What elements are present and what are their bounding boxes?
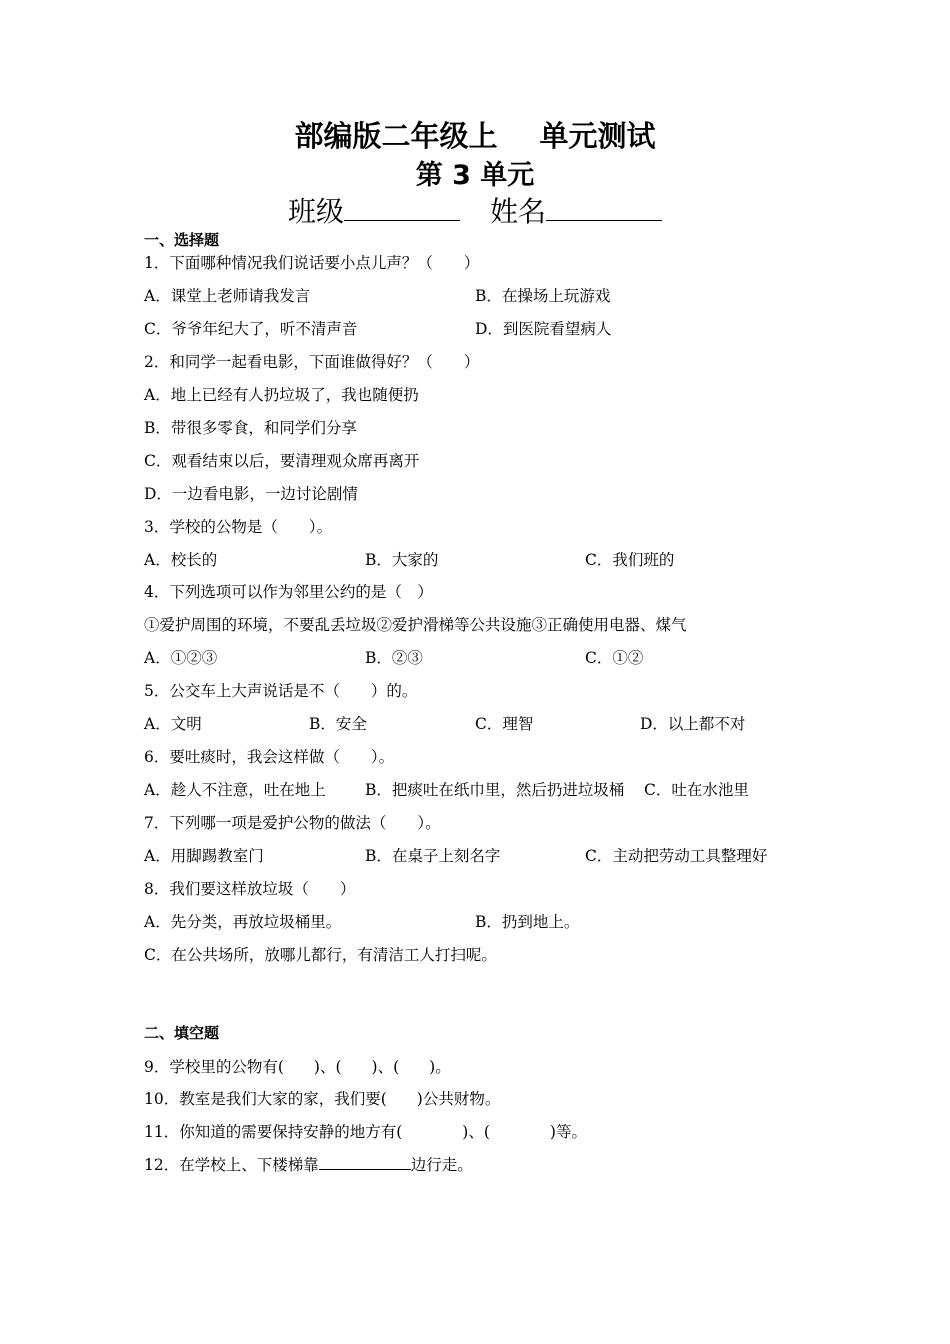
answer-option[interactable]: A．文明 xyxy=(144,715,202,733)
name-label: 姓名 xyxy=(490,195,547,228)
question-stem: 2．和同学一起看电影，下面谁做得好？（ ） xyxy=(144,353,480,371)
class-label: 班级 xyxy=(287,195,344,228)
answer-option[interactable]: C．在公共场所，放哪儿都行，有清洁工人打扫呢。 xyxy=(144,946,497,964)
answer-option[interactable]: B．在操场上玩游戏 xyxy=(475,287,611,305)
question-stem: 7．下列哪一项是爱护公物的做法（ ）。 xyxy=(144,814,441,832)
unit-title: 第 3 单元 xyxy=(415,160,535,191)
section-heading-fill-blank: 二、填空题 xyxy=(144,1024,220,1042)
answer-option[interactable]: B．②③ xyxy=(365,649,423,667)
student-info-line xyxy=(0,190,950,230)
worksheet-title xyxy=(0,114,950,155)
answer-option[interactable]: A．课堂上老师请我发言 xyxy=(144,287,311,305)
answer-option[interactable]: D．一边看电影，一边讨论剧情 xyxy=(144,485,358,503)
answer-option[interactable]: C．①② xyxy=(585,649,644,667)
answer-option[interactable]: B．带很多零食，和同学们分享 xyxy=(144,419,357,437)
answer-option[interactable]: C．观看结束以后，要清理观众席再离开 xyxy=(144,452,420,470)
answer-option[interactable]: B．在桌子上刻名字 xyxy=(365,847,501,865)
name-blank[interactable] xyxy=(546,194,662,221)
question-stem: 8．我们要这样放垃圾（ ） xyxy=(144,880,356,898)
answer-option[interactable]: A．①②③ xyxy=(144,649,218,667)
answer-option[interactable]: D．以上都不对 xyxy=(640,715,746,733)
answer-option[interactable]: C．主动把劳动工具整理好 xyxy=(585,847,768,865)
class-blank[interactable] xyxy=(344,194,460,221)
question-stem: 5．公交车上大声说话是不（ ）的。 xyxy=(144,682,418,700)
fill-blank-question: 10．教室是我们大家的家，我们要( )公共财物。 xyxy=(144,1090,501,1108)
answer-option[interactable]: B．大家的 xyxy=(365,551,439,569)
fill-blank-question: 11．你知道的需要保持安静的地方有( )、( )等。 xyxy=(144,1123,587,1141)
answer-option[interactable]: A．先分类，再放垃圾桶里。 xyxy=(144,913,342,931)
answer-option[interactable]: C．爷爷年纪大了，听不清声音 xyxy=(144,320,358,338)
title-grade: 部编版二年级上 xyxy=(294,119,498,153)
answer-option[interactable]: C．理智 xyxy=(475,715,534,733)
answer-option[interactable]: B．扔到地上。 xyxy=(475,913,580,931)
section-heading-choice: 一、选择题 xyxy=(144,231,220,249)
answer-option[interactable]: A．用脚踢教室门 xyxy=(144,847,264,865)
fill-blank-question: 12．在学校上、下楼梯靠 边行走。 xyxy=(144,1156,473,1174)
question-stem: 4．下列选项可以作为邻里公约的是（ ） xyxy=(144,583,433,601)
title-test: 单元测试 xyxy=(539,119,656,153)
question-stem: 6．要吐痰时，我会这样做（ ）。 xyxy=(144,748,395,766)
answer-blank[interactable] xyxy=(319,1155,411,1170)
answer-option[interactable]: B．安全 xyxy=(309,715,367,733)
answer-option[interactable]: C．我们班的 xyxy=(585,551,675,569)
question-stem: 1．下面哪种情况我们说话要小点儿声？（ ） xyxy=(144,254,480,272)
answer-option[interactable]: A．校长的 xyxy=(144,551,218,569)
fill-blank-question: 9．学校里的公物有( )、( )、( )。 xyxy=(144,1058,451,1076)
question-statements: ①爱护周围的环境，不要乱丢垃圾②爱护滑梯等公共设施③正确使用电器、煤气 xyxy=(144,616,687,634)
answer-option[interactable]: D．到医院看望病人 xyxy=(475,320,612,338)
answer-option[interactable]: A．地上已经有人扔垃圾了，我也随便扔 xyxy=(144,386,419,404)
answer-option[interactable]: A．趁人不注意，吐在地上 xyxy=(144,781,326,799)
answer-option[interactable]: C．吐在水池里 xyxy=(644,781,749,799)
answer-option[interactable]: B．把痰吐在纸巾里，然后扔进垃圾桶 xyxy=(365,781,625,799)
question-stem: 3．学校的公物是（ ）。 xyxy=(144,518,333,536)
